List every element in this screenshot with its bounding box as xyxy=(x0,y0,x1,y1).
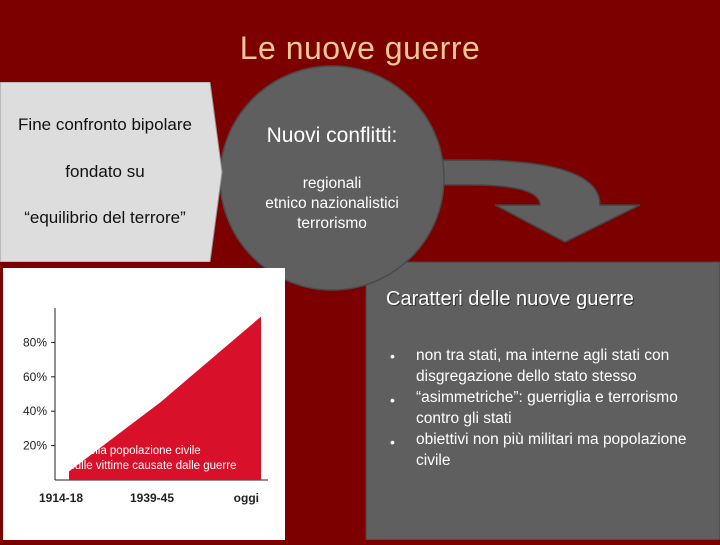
bullet-text: non tra stati, ma interne agli stati con disgregazione dello stato stesso xyxy=(416,347,670,385)
panel-title: Caratteri delle nuove guerre xyxy=(386,288,634,310)
slide-title: Le nuove guerre xyxy=(239,30,481,66)
circle-items xyxy=(232,174,432,234)
chart-svg xyxy=(3,268,285,540)
bullet-dot: • xyxy=(390,392,395,408)
x-tick-label: 1939-45 xyxy=(129,491,175,505)
bipolar-line3: “equilibrio del terrore” xyxy=(24,208,186,227)
bullet-text: “asimmetriche”: guerriglia e terrorismo contro gli stati xyxy=(416,389,678,427)
conflict-item: regionali xyxy=(302,175,362,192)
x-tick-label: 1914-18 xyxy=(38,491,84,505)
y-tick-label: 60% xyxy=(22,369,47,384)
chart-annotation-line1: % della popolazione civile xyxy=(69,445,201,457)
bullet-dot: • xyxy=(390,434,395,450)
bipolar-box xyxy=(0,82,228,262)
bipolar-line2: fondato su xyxy=(65,162,145,181)
y-tick-label: 80% xyxy=(22,335,47,350)
conflict-item: etnico nazionalistici xyxy=(265,195,399,212)
bullet-dot: • xyxy=(390,348,395,364)
curved-arrow xyxy=(430,160,640,242)
chart-annotation-line2: sulle vittime causate dalle guerre xyxy=(69,460,237,472)
circle-heading: Nuovi conflitti: xyxy=(266,124,398,147)
bipolar-line1: Fine confronto bipolare xyxy=(18,115,192,134)
characteristics-content xyxy=(368,288,720,540)
conflict-item: terrorismo xyxy=(297,215,367,232)
bullet-text: obiettivi non più militari ma popolazione civile xyxy=(416,431,687,469)
x-tick-label: oggi xyxy=(233,491,259,505)
y-tick-label: 40% xyxy=(22,404,47,419)
y-tick-label: 20% xyxy=(22,438,47,453)
civilian-victims-chart xyxy=(3,268,285,540)
